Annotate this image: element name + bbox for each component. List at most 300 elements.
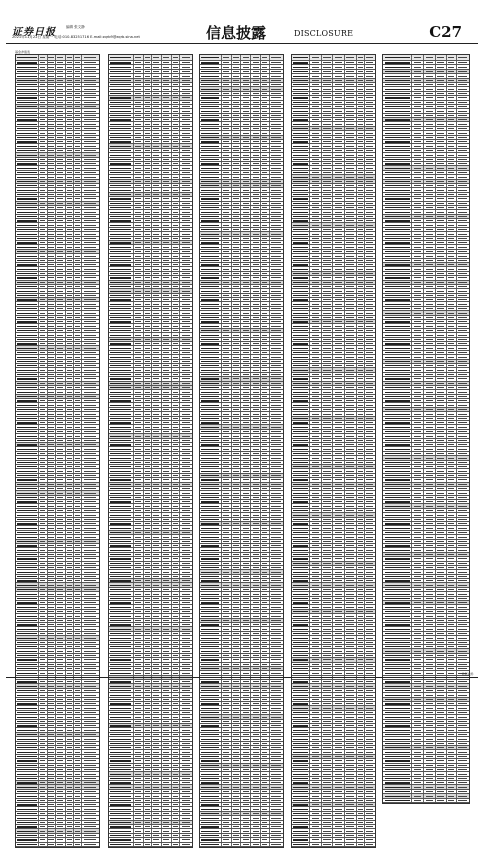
table-cell xyxy=(39,215,47,218)
table-cell xyxy=(74,417,82,420)
table-cell xyxy=(48,491,56,494)
table-cell xyxy=(48,294,56,297)
table-cell xyxy=(48,377,56,380)
table-cell xyxy=(74,478,82,481)
table-cell xyxy=(66,254,74,257)
table-cell xyxy=(66,417,74,420)
table-cell xyxy=(48,338,56,341)
table-cell xyxy=(48,250,56,253)
table-cell xyxy=(66,412,74,415)
table-cell xyxy=(82,509,99,512)
table-cell xyxy=(39,417,47,420)
table-cell xyxy=(66,535,74,538)
table-cell xyxy=(48,153,56,156)
table-cell xyxy=(74,263,82,266)
table-cell xyxy=(48,412,56,415)
table-cell xyxy=(48,285,56,288)
table-cell xyxy=(74,241,82,244)
table-cell xyxy=(48,562,56,565)
table-cell xyxy=(56,483,66,486)
table-cell xyxy=(74,281,82,284)
table-cell xyxy=(48,122,56,125)
table-cell xyxy=(66,276,74,279)
table-cell xyxy=(82,342,99,345)
table-cell xyxy=(82,162,99,165)
table-cell xyxy=(56,250,66,253)
table-cell xyxy=(82,513,99,516)
table-cell xyxy=(16,562,39,565)
table-cell xyxy=(56,162,66,165)
table-cell xyxy=(56,474,66,477)
table-cell xyxy=(74,166,82,169)
table-cell xyxy=(66,592,74,595)
table-cell xyxy=(74,346,82,349)
table-cell xyxy=(56,447,66,450)
table-cell xyxy=(48,443,56,446)
table-cell xyxy=(82,223,99,226)
table-cell xyxy=(48,254,56,257)
table-cell xyxy=(66,193,74,196)
table-cell xyxy=(82,250,99,253)
table-cell xyxy=(48,465,56,468)
table-cell xyxy=(56,55,66,60)
table-cell xyxy=(39,298,47,301)
table-cell xyxy=(66,351,74,354)
table-cell xyxy=(48,219,56,222)
table-cell xyxy=(82,285,99,288)
table-cell xyxy=(66,447,74,450)
table-cell xyxy=(39,267,47,270)
table-cell xyxy=(82,417,99,420)
table-cell xyxy=(48,382,56,385)
table-cell xyxy=(82,267,99,270)
table-cell xyxy=(16,122,39,125)
table-cell xyxy=(74,570,82,573)
table-cell xyxy=(56,87,66,90)
table-cell xyxy=(56,245,66,248)
table-cell xyxy=(16,127,39,130)
table-cell xyxy=(39,184,47,187)
table-cell xyxy=(16,96,39,99)
table-cell xyxy=(16,329,39,332)
table-cell xyxy=(48,439,56,442)
table-cell xyxy=(16,188,39,191)
table-cell xyxy=(74,461,82,464)
fund-table-area xyxy=(15,50,473,674)
table-cell xyxy=(48,526,56,529)
table-cell xyxy=(39,390,47,393)
table-cell xyxy=(82,487,99,490)
table-cell xyxy=(39,531,47,534)
table-cell xyxy=(48,452,56,455)
table-cell xyxy=(74,496,82,499)
table-cell xyxy=(16,333,39,336)
table-cell xyxy=(66,206,74,209)
table-cell xyxy=(39,289,47,292)
table-cell xyxy=(16,342,39,345)
table-cell xyxy=(56,390,66,393)
table-cell xyxy=(74,267,82,270)
table-cell xyxy=(66,403,74,406)
table-cell xyxy=(48,500,56,503)
table-cell xyxy=(48,483,56,486)
table-cell xyxy=(16,487,39,490)
table-cell xyxy=(82,307,99,310)
table-cell xyxy=(82,562,99,565)
table-cell xyxy=(16,101,39,104)
table-cell xyxy=(82,83,99,86)
table-cell xyxy=(74,447,82,450)
table-cell xyxy=(66,180,74,183)
table-cell xyxy=(56,166,66,169)
table-cell xyxy=(39,232,47,235)
table-cell xyxy=(16,144,39,147)
table-cell xyxy=(74,65,82,68)
table-cell xyxy=(16,579,39,582)
table-cell xyxy=(82,452,99,455)
table-cell xyxy=(56,469,66,472)
table-cell xyxy=(39,259,47,262)
table-cell xyxy=(56,566,66,569)
table-cell xyxy=(56,140,66,143)
table-cell xyxy=(48,461,56,464)
table-cell xyxy=(82,377,99,380)
table-cell xyxy=(56,70,66,73)
table-cell xyxy=(74,430,82,433)
table-cell xyxy=(39,483,47,486)
table-cell xyxy=(39,474,47,477)
table-cell xyxy=(48,127,56,130)
table-cell xyxy=(74,522,82,525)
table-cell xyxy=(66,136,74,139)
table-cell xyxy=(16,131,39,134)
table-cell xyxy=(66,140,74,143)
table-cell xyxy=(39,403,47,406)
table-cell xyxy=(48,180,56,183)
table-cell xyxy=(74,298,82,301)
table-cell xyxy=(48,566,56,569)
table-cell xyxy=(16,263,39,266)
table-cell xyxy=(82,483,99,486)
table-cell xyxy=(82,101,99,104)
table-cell xyxy=(16,434,39,437)
table-cell xyxy=(56,368,66,371)
table-cell xyxy=(56,425,66,428)
table-cell xyxy=(56,175,66,178)
section-title: 信息披露 xyxy=(206,22,266,43)
table-cell xyxy=(74,439,82,442)
table-cell xyxy=(82,109,99,112)
table-cell xyxy=(39,421,47,424)
table-cell xyxy=(48,79,56,82)
table-cell xyxy=(39,114,47,117)
table-cell xyxy=(82,491,99,494)
table-cell xyxy=(82,175,99,178)
table-cell xyxy=(66,92,74,95)
table-cell xyxy=(82,425,99,428)
table-cell xyxy=(39,566,47,569)
table-cell xyxy=(56,491,66,494)
table-cell xyxy=(16,439,39,442)
table-cell xyxy=(66,566,74,569)
table-cell xyxy=(48,206,56,209)
table-cell xyxy=(39,579,47,582)
table-cell xyxy=(48,324,56,327)
table-cell xyxy=(82,188,99,191)
table-cell xyxy=(16,281,39,284)
table-cell xyxy=(16,153,39,156)
table-cell xyxy=(66,373,74,376)
table-cell xyxy=(48,403,56,406)
table-cell xyxy=(56,184,66,187)
table-cell xyxy=(82,131,99,134)
table-cell xyxy=(82,193,99,196)
table-cell xyxy=(56,456,66,459)
table-cell xyxy=(48,259,56,262)
table-cell xyxy=(48,96,56,99)
table-cell xyxy=(82,360,99,363)
table-cell xyxy=(48,575,56,578)
table-cell xyxy=(39,96,47,99)
table-cell xyxy=(16,395,39,398)
table-cell xyxy=(56,101,66,104)
table-cell xyxy=(16,320,39,323)
table-cell xyxy=(74,79,82,82)
table-cell xyxy=(74,105,82,108)
table-cell xyxy=(82,215,99,218)
table-cell xyxy=(74,434,82,437)
table-cell xyxy=(39,281,47,284)
table-cell xyxy=(39,180,47,183)
table-cell xyxy=(16,403,39,406)
table-cell xyxy=(66,399,74,402)
table-cell xyxy=(82,338,99,341)
table-cell xyxy=(82,96,99,99)
table-cell xyxy=(56,412,66,415)
table-cell xyxy=(74,562,82,565)
table-cell xyxy=(74,382,82,385)
table-cell xyxy=(39,583,47,586)
table-cell xyxy=(66,188,74,191)
table-cell xyxy=(48,408,56,411)
table-cell xyxy=(16,338,39,341)
table-cell xyxy=(74,158,82,161)
table-cell xyxy=(56,395,66,398)
table-cell xyxy=(74,399,82,402)
table-cell xyxy=(39,425,47,428)
table-cell xyxy=(82,210,99,213)
table-cell xyxy=(82,118,99,121)
table-cell xyxy=(16,79,39,82)
table-cell xyxy=(39,342,47,345)
table-cell xyxy=(82,368,99,371)
table-cell xyxy=(82,122,99,125)
table-cell xyxy=(66,281,74,284)
table-cell xyxy=(66,513,74,516)
table-cell xyxy=(48,395,56,398)
table-cell xyxy=(39,500,47,503)
table-cell xyxy=(56,254,66,257)
table-cell xyxy=(39,465,47,468)
table-cell xyxy=(48,544,56,547)
table-cell xyxy=(82,324,99,327)
table-cell xyxy=(74,338,82,341)
table-cell xyxy=(39,153,47,156)
table-cell xyxy=(66,272,74,275)
table-cell xyxy=(39,294,47,297)
table-cell xyxy=(66,456,74,459)
table-cell xyxy=(82,197,99,200)
table-cell xyxy=(82,346,99,349)
table-cell xyxy=(82,443,99,446)
table-cell xyxy=(48,535,56,538)
table-cell xyxy=(66,263,74,266)
table-cell xyxy=(39,504,47,507)
table-cell xyxy=(16,535,39,538)
table-cell xyxy=(39,202,47,205)
table-cell xyxy=(39,526,47,529)
table-cell xyxy=(82,412,99,415)
table-cell xyxy=(48,360,56,363)
header-rule xyxy=(6,43,478,44)
table-cell xyxy=(66,439,74,442)
table-cell xyxy=(66,562,74,565)
table-cell xyxy=(66,232,74,235)
table-cell xyxy=(48,469,56,472)
table-cell xyxy=(56,114,66,117)
page-number: C27 xyxy=(429,23,462,41)
table-cell xyxy=(82,478,99,481)
table-cell xyxy=(16,87,39,90)
table-cell xyxy=(16,294,39,297)
table-cell xyxy=(16,417,39,420)
table-cell xyxy=(82,302,99,305)
table-cell xyxy=(39,382,47,385)
table-cell xyxy=(74,153,82,156)
table-cell xyxy=(16,55,39,60)
table-cell xyxy=(39,496,47,499)
table-cell xyxy=(66,548,74,551)
table-cell xyxy=(66,311,74,314)
table-cell xyxy=(56,434,66,437)
table-cell xyxy=(39,166,47,169)
table-cell xyxy=(82,92,99,95)
table-cell xyxy=(39,122,47,125)
table-cell xyxy=(66,175,74,178)
table-cell xyxy=(16,223,39,226)
table-cell xyxy=(56,531,66,534)
table-cell xyxy=(39,513,47,516)
table-cell xyxy=(66,131,74,134)
table-cell xyxy=(48,158,56,161)
table-cell xyxy=(82,329,99,332)
table-cell xyxy=(66,434,74,437)
table-cell xyxy=(48,592,56,595)
table-cell xyxy=(66,355,74,358)
table-cell xyxy=(39,79,47,82)
table-cell xyxy=(66,333,74,336)
table-cell xyxy=(74,74,82,77)
table-cell xyxy=(16,548,39,551)
table-cell xyxy=(82,289,99,292)
table-cell xyxy=(16,74,39,77)
table-cell xyxy=(66,461,74,464)
table-cell xyxy=(82,228,99,231)
table-cell xyxy=(74,360,82,363)
table-cell xyxy=(39,592,47,595)
table-cell xyxy=(82,390,99,393)
table-cell xyxy=(66,118,74,121)
table-cell xyxy=(74,531,82,534)
table-cell xyxy=(16,583,39,586)
table-cell xyxy=(16,228,39,231)
table-cell xyxy=(48,583,56,586)
table-cell xyxy=(74,202,82,205)
table-cell xyxy=(74,355,82,358)
table-cell xyxy=(56,202,66,205)
table-cell xyxy=(16,267,39,270)
table-cell xyxy=(56,592,66,595)
table-cell xyxy=(39,276,47,279)
table-cell xyxy=(39,188,47,191)
table-cell xyxy=(48,263,56,266)
table-cell xyxy=(56,302,66,305)
table-cell xyxy=(66,540,74,543)
table-cell xyxy=(82,570,99,573)
table-cell xyxy=(16,166,39,169)
table-cell xyxy=(16,509,39,512)
table-cell xyxy=(66,483,74,486)
table-cell xyxy=(16,421,39,424)
table-cell xyxy=(82,206,99,209)
table-cell xyxy=(56,504,66,507)
table-cell xyxy=(39,351,47,354)
table-cell xyxy=(74,180,82,183)
table-cell xyxy=(16,351,39,354)
table-cell xyxy=(74,259,82,262)
table-cell xyxy=(56,461,66,464)
table-cell xyxy=(16,592,39,595)
table-cell xyxy=(56,272,66,275)
table-cell xyxy=(66,487,74,490)
table-cell xyxy=(66,324,74,327)
table-cell xyxy=(48,83,56,86)
table-cell xyxy=(74,544,82,547)
table-cell xyxy=(39,241,47,244)
table-cell xyxy=(39,250,47,253)
table-cell xyxy=(82,272,99,275)
table-cell xyxy=(48,114,56,117)
table-cell xyxy=(48,232,56,235)
table-cell xyxy=(56,518,66,521)
table-cell xyxy=(56,153,66,156)
table-cell xyxy=(82,447,99,450)
table-cell xyxy=(16,202,39,205)
table-cell xyxy=(39,223,47,226)
table-cell xyxy=(82,276,99,279)
table-cell xyxy=(82,55,99,60)
table-cell xyxy=(16,259,39,262)
table-cell xyxy=(48,364,56,367)
table-cell xyxy=(74,487,82,490)
table-cell xyxy=(16,276,39,279)
table-cell xyxy=(56,548,66,551)
table-cell xyxy=(16,210,39,213)
table-cell xyxy=(16,92,39,95)
table-cell xyxy=(66,122,74,125)
table-cell xyxy=(74,583,82,586)
table-cell xyxy=(74,456,82,459)
